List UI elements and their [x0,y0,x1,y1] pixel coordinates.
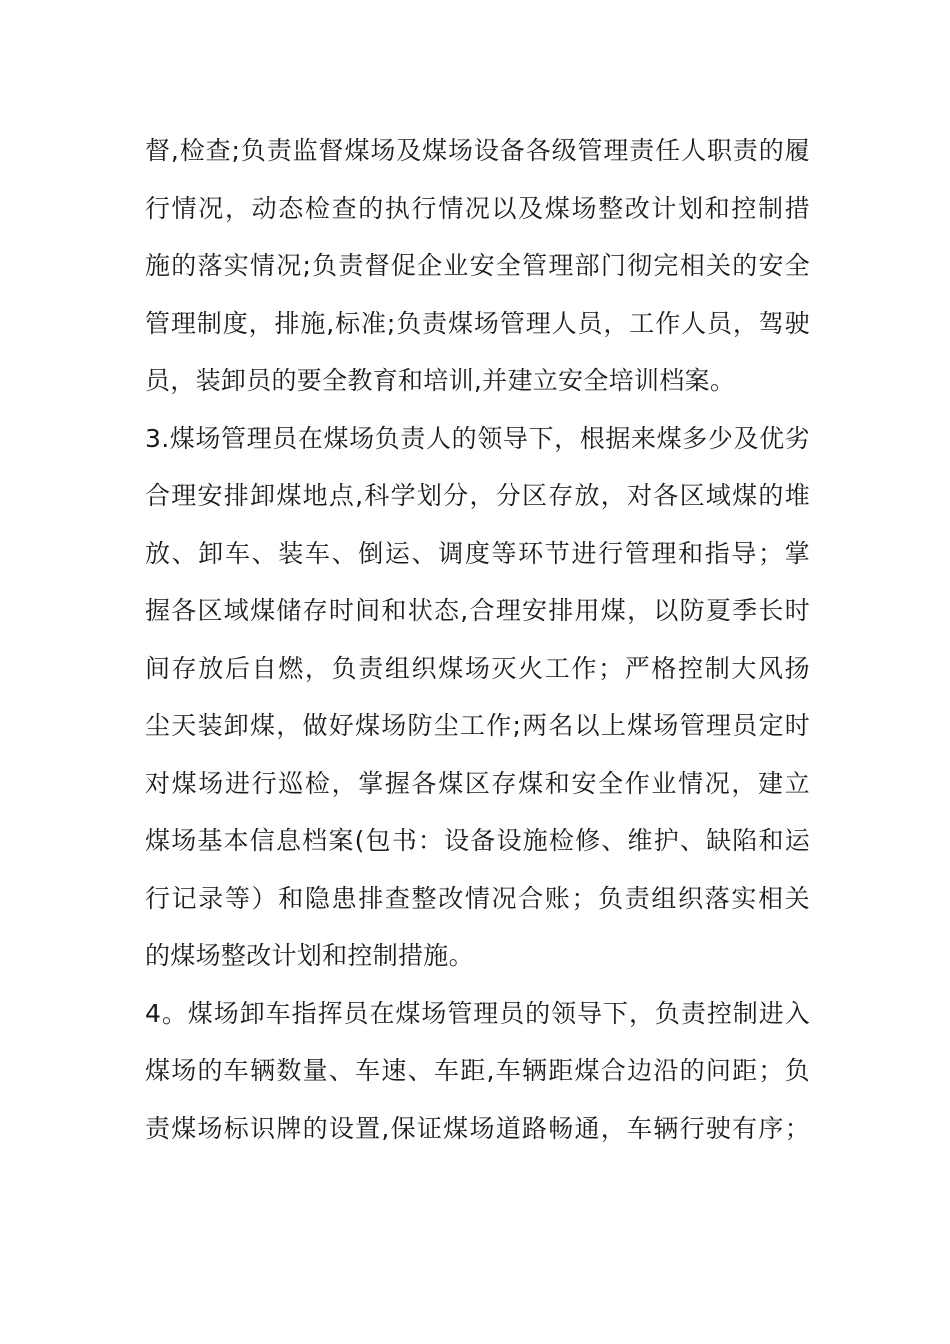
paragraph-2-continued [145,122,810,410]
text-line: 合理安排卸煤地点,科学划分，分区存放，对各区域煤的堆 [145,481,810,510]
text-line: 员，装卸员的要全教育和培训,并建立安全培训档案。 [145,366,736,395]
text-line: 煤场基本信息档案(包书：设备设施检修、维护、缺陷和运 [145,826,810,855]
text-line: 督,检查;负责监督煤场及煤场设备各级管理责任人职责的履 [145,136,810,165]
text-line: 责煤场标识牌的设置,保证煤场道路畅通，车辆行驶有序； [145,1113,810,1143]
text-line: 尘天装卸煤，做好煤场防尘工作;两名以上煤场管理员定时 [145,711,810,740]
paragraph-3 [145,410,810,985]
text-line: 行记录等）和隐患排查整改情况合账；负责组织落实相关 [145,883,810,913]
document-body [145,122,810,1157]
paragraph-4 [145,985,810,1158]
text-line: 3.煤场管理员在煤场负责人的领导下，根据来煤多少及优劣 [145,423,810,453]
text-line: 对煤场进行巡检，掌握各煤区存煤和安全作业情况，建立 [145,768,810,798]
text-line: 行情况，动态检查的执行情况以及煤场整改计划和控制措 [145,193,810,223]
text-line: 的煤场整改计划和控制措施。 [145,941,474,970]
text-line: 4。煤场卸车指挥员在煤场管理员的领导下，负责控制进入 [145,998,810,1028]
text-line: 间存放后自燃，负责组织煤场灭火工作；严格控制大风扬 [145,653,810,683]
text-line: 放、卸车、装车、倒运、调度等环节进行管理和指导；掌 [145,538,810,568]
text-line: 握各区域煤储存时间和状态,合理安排用煤，以防夏季长时 [145,596,810,625]
text-line: 管理制度，排施,标准;负责煤场管理人员，工作人员，驾驶 [145,308,810,338]
text-line: 煤场的车辆数量、车速、车距,车辆距煤合边沿的问距；负 [145,1056,810,1085]
text-line: 施的落实情况;负责督促企业安全管理部门彻完相关的安全 [145,251,810,280]
